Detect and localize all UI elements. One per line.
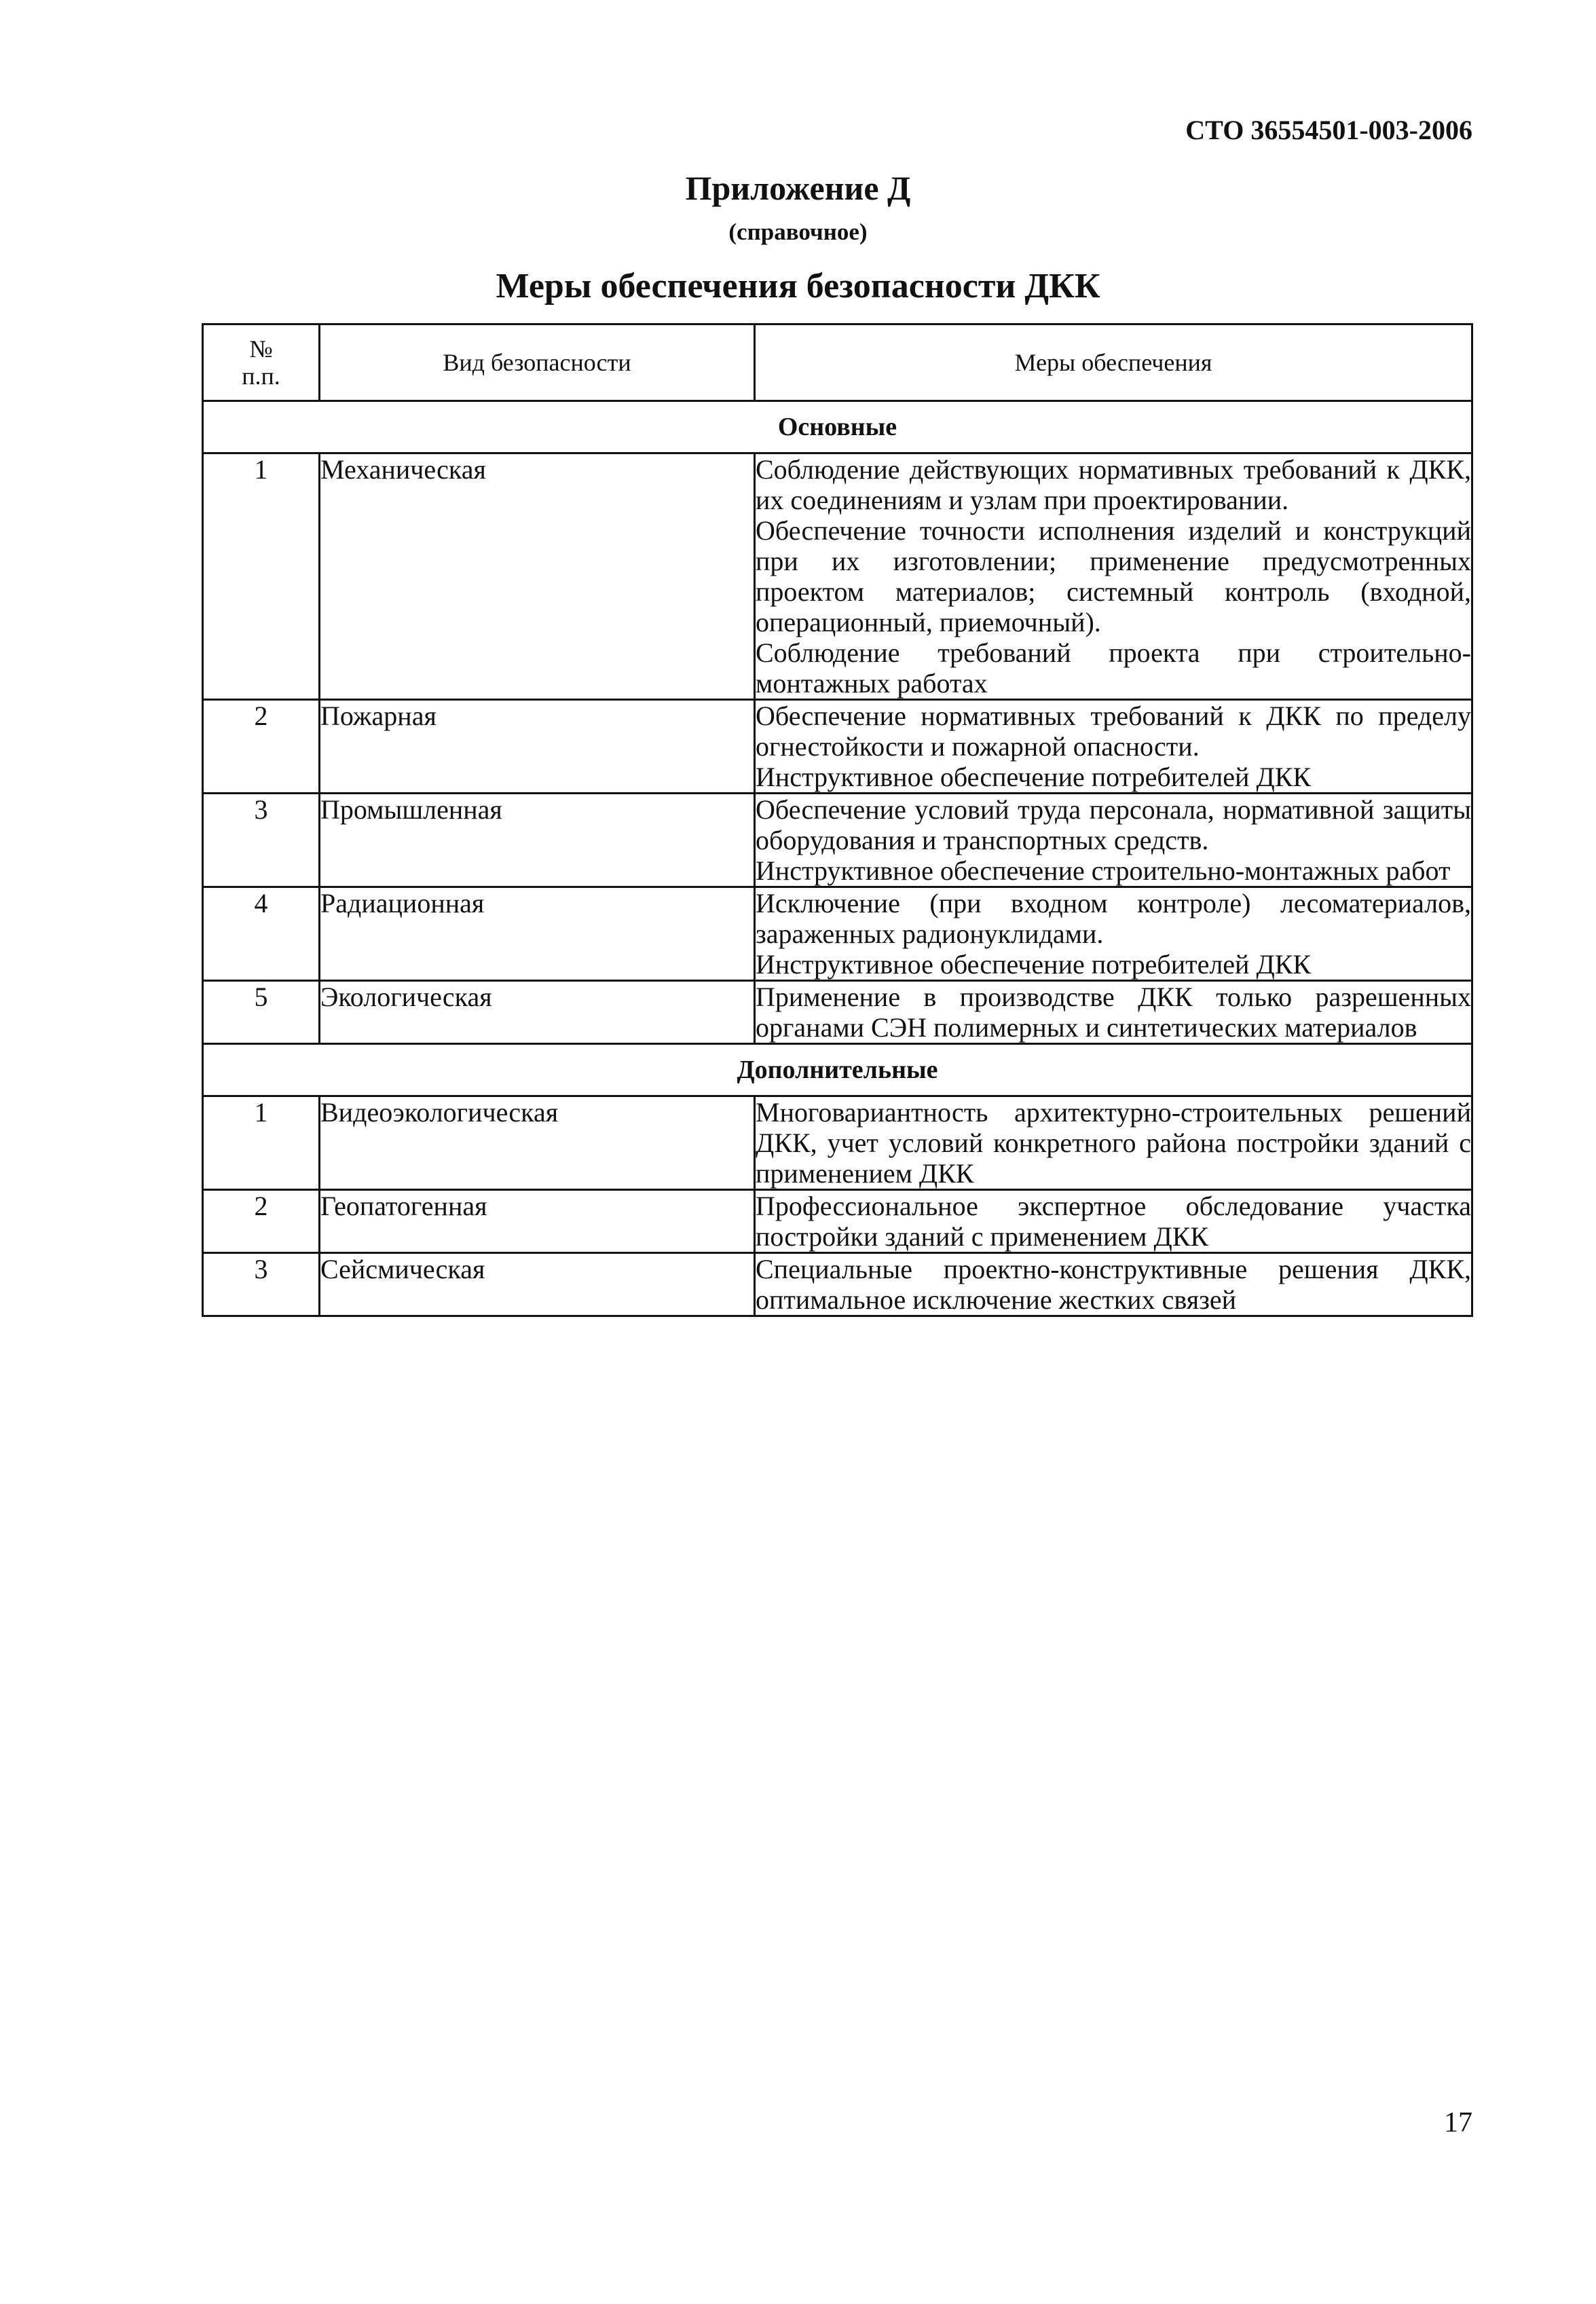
table-row [203,453,1472,700]
measure-text: Обеспечение условий труда персонала, нормативной защиты оборудования и транспортных средств. [756,794,1471,855]
document-code: СТО 36554501-003-2006 [1185,115,1472,145]
safety-measures-table [202,323,1473,1317]
table-row [203,981,1472,1044]
row-measures [755,700,1472,794]
table-row [203,1253,1472,1316]
row-number: 1 [203,453,320,700]
table-title: Меры обеспечения безопасности ДКК [496,267,1100,305]
column-header-number [203,324,320,401]
row-number: 3 [203,794,320,887]
row-number: 2 [203,700,320,794]
row-kind: Радиационная [320,887,755,981]
row-measures [755,887,1472,981]
table-header-row [203,324,1472,401]
measure-text: Специальные проектно-конструктивные решения ДКК, оптимальное исключение жестких связей [756,1254,1471,1315]
table-row [203,700,1472,794]
row-measures [755,1190,1472,1253]
page-number: 17 [1444,2107,1472,2138]
section-row-main [203,401,1472,453]
measure-text: Исключение (при входном контроле) лесоматериалов, зараженных радионуклидами. [756,888,1471,949]
measure-text: Обеспечение точности исполнения изделий и конструкций при их изготовлении; применение предусмотренных проектом материалов; системный контроль (входной, операционный, приемочный). [756,515,1471,637]
row-measures [755,453,1472,700]
row-kind: Геопатогенная [320,1190,755,1253]
row-kind: Механическая [320,453,755,700]
measure-text: Применение в производстве ДКК только разрешенных органами СЭН полимерных и синтетических материалов [756,982,1471,1043]
row-number: 5 [203,981,320,1044]
row-kind: Промышленная [320,794,755,887]
table-row [203,794,1472,887]
row-measures [755,1096,1472,1190]
measure-text: Инструктивное обеспечение строительно-монтажных работ [756,855,1451,886]
column-header-number-line1: № [249,335,273,363]
measure-text: Обеспечение нормативных требований к ДКК по пределу огнестойкости и пожарной опасности. [756,701,1471,762]
table-row [203,887,1472,981]
section-extra-label: Дополнительные [203,1044,1472,1096]
measure-text: Профессиональное экспертное обследование участка постройки зданий с применением ДКК [756,1191,1471,1252]
column-header-number-line2: п.п. [242,363,280,390]
row-kind: Экологическая [320,981,755,1044]
row-measures [755,981,1472,1044]
measure-text: Соблюдение требований проекта при строительно-монтажных работах [756,637,1471,699]
row-measures [755,794,1472,887]
row-measures [755,1253,1472,1316]
row-kind: Пожарная [320,700,755,794]
row-kind: Сейсмическая [320,1253,755,1316]
row-number: 2 [203,1190,320,1253]
measure-text: Соблюдение действующих нормативных требований к ДКК, их соединениям и узлам при проектировании. [756,454,1471,515]
appendix-title: Приложение Д [685,169,911,207]
table-row [203,1190,1472,1253]
appendix-note: (справочное) [728,219,868,245]
measure-text: Инструктивное обеспечение потребителей ДКК [756,762,1312,792]
row-number: 3 [203,1253,320,1316]
column-header-kind: Вид безопасности [320,324,755,401]
measure-text: Многовариантность архитектурно-строительных решений ДКК, учет условий конкретного района постройки зданий с применением ДКК [756,1097,1471,1189]
column-header-measures: Меры обеспечения [755,324,1472,401]
section-row-extra [203,1044,1472,1096]
section-main-label: Основные [203,401,1472,453]
measure-text: Инструктивное обеспечение потребителей ДКК [756,949,1312,980]
row-number: 4 [203,887,320,981]
row-kind: Видеоэкологическая [320,1096,755,1190]
table-row [203,1096,1472,1190]
row-number: 1 [203,1096,320,1190]
